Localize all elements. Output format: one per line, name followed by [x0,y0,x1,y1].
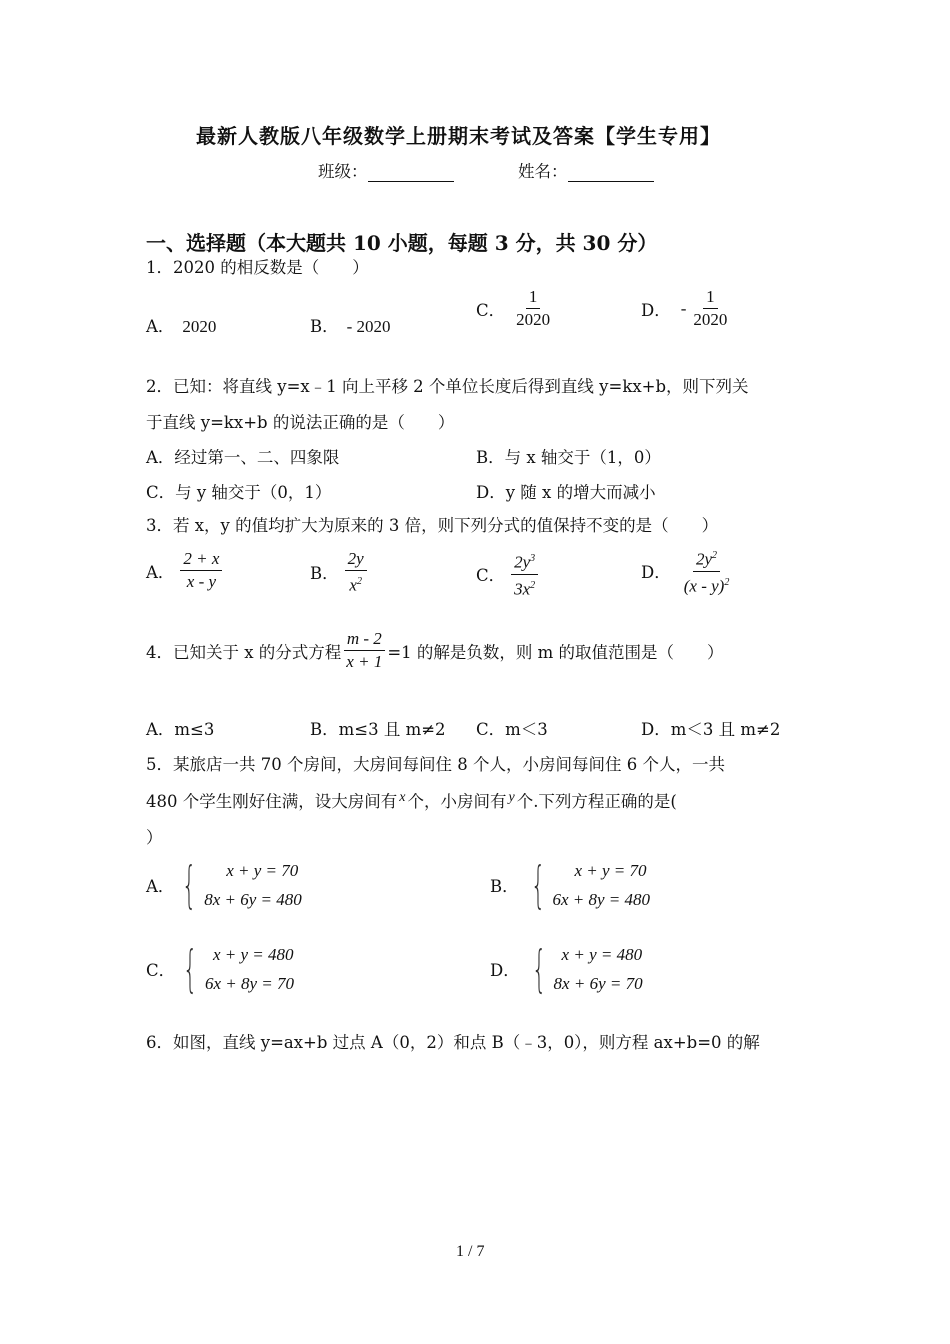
q2-option-c: C．与 y 轴交于（0，1） [146,483,332,502]
q2-option-d: D．y 随 x 的增大而减小 [476,483,656,502]
q4-stem: 4．已知关于 x 的分式方程 $\frac{m - 2}{x + 1}$ =1 的解是负数，则 m 的取值范围是（ ） [146,629,724,671]
q1-option-d: D． - $\frac{1}{2020}$ [641,288,730,329]
page-number: 1 / 7 [456,1243,485,1260]
q2-option-a: A．经过第一、二、四象限 [146,448,340,467]
name-blank[interactable] [568,163,654,182]
q5-option-d: D． { x + y = 480 8x + 6y = 70 [490,940,643,998]
q3-stem: 3．若 x，y 的值均扩大为原来的 3 倍，则下列分式的值保持不变的是（ ） [146,516,719,535]
q4-option-d: D．m＜3 且 m≠2 [641,720,781,739]
q3-option-d: D． $\frac{2y^2}{(x - y)^2}$ [641,547,732,595]
q4-option-c: C．m＜3 [476,720,548,739]
q3-option-a: A． $\frac{2 + x}{x - y}$ [146,550,222,591]
class-field [318,158,454,182]
class-label: 班级： [318,162,368,181]
q6-stem: 6．如图，直线 y=ax+b 过点 A（0，2）和点 B（﹣3，0），则方程 ax+b=0 的解 [146,1033,760,1052]
q1-d-fraction: $\frac{1}{2020}$ [693,287,728,329]
q1-stem: 1．2020 的相反数是（ ） [146,258,369,277]
q5-option-c: C． { x + y = 480 6x + 8y = 70 [146,940,294,998]
q4-fraction: $\frac{m - 2}{x + 1}$ [343,630,385,671]
q1-option-b: B． - 2020 [310,317,391,336]
class-blank[interactable] [368,163,454,182]
page-title: 最新人教版八年级数学上册期末考试及答案【学生专用】 [196,124,721,148]
q5-option-a: A． { x + y = 70 8x + 6y = 480 [146,856,302,914]
q2-option-b: B．与 x 轴交于（1，0） [476,448,661,467]
name-field [518,158,654,182]
name-label: 姓名： [518,162,568,181]
q5-stem-line2: 480 个学生刚好住满，设大房间有 $^x$ 个，小房间有 $^y$ 个.下列方程正确的是( [146,790,677,811]
q2-stem-line1: 2．已知：将直线 y=x﹣1 向上平移 2 个单位长度后得到直线 y=kx+b，则下列关 [146,377,749,396]
q3-option-b: B． $\frac{2y}{x^2}$ [310,550,367,595]
q1-c-fraction: $\frac{1}{2020}$ [516,287,551,329]
q1-option-a: A． 2020 [146,317,217,336]
q2-stem-line2: 于直线 y=kx+b 的说法正确的是（ ） [146,413,455,432]
q5-option-b: B． { x + y = 70 6x + 8y = 480 [490,856,650,914]
q3-option-c: C． $\frac{2y^3}{3x^2}$ [476,550,538,598]
q5-stem-line3: ） [146,828,163,847]
q1-option-c: C． $\frac{1}{2020}$ [476,288,553,329]
q4-option-b: B．m≤3 且 m≠2 [310,720,446,739]
q5-stem-line1: 5．某旅店一共 70 个房间，大房间每间住 8 个人，小房间每间住 6 个人，一共 [146,755,725,774]
section-heading: 一、选择题（本大题共 10 小题，每题 3 分，共 30 分） [146,231,658,255]
q4-option-a: A．m≤3 [146,720,215,739]
